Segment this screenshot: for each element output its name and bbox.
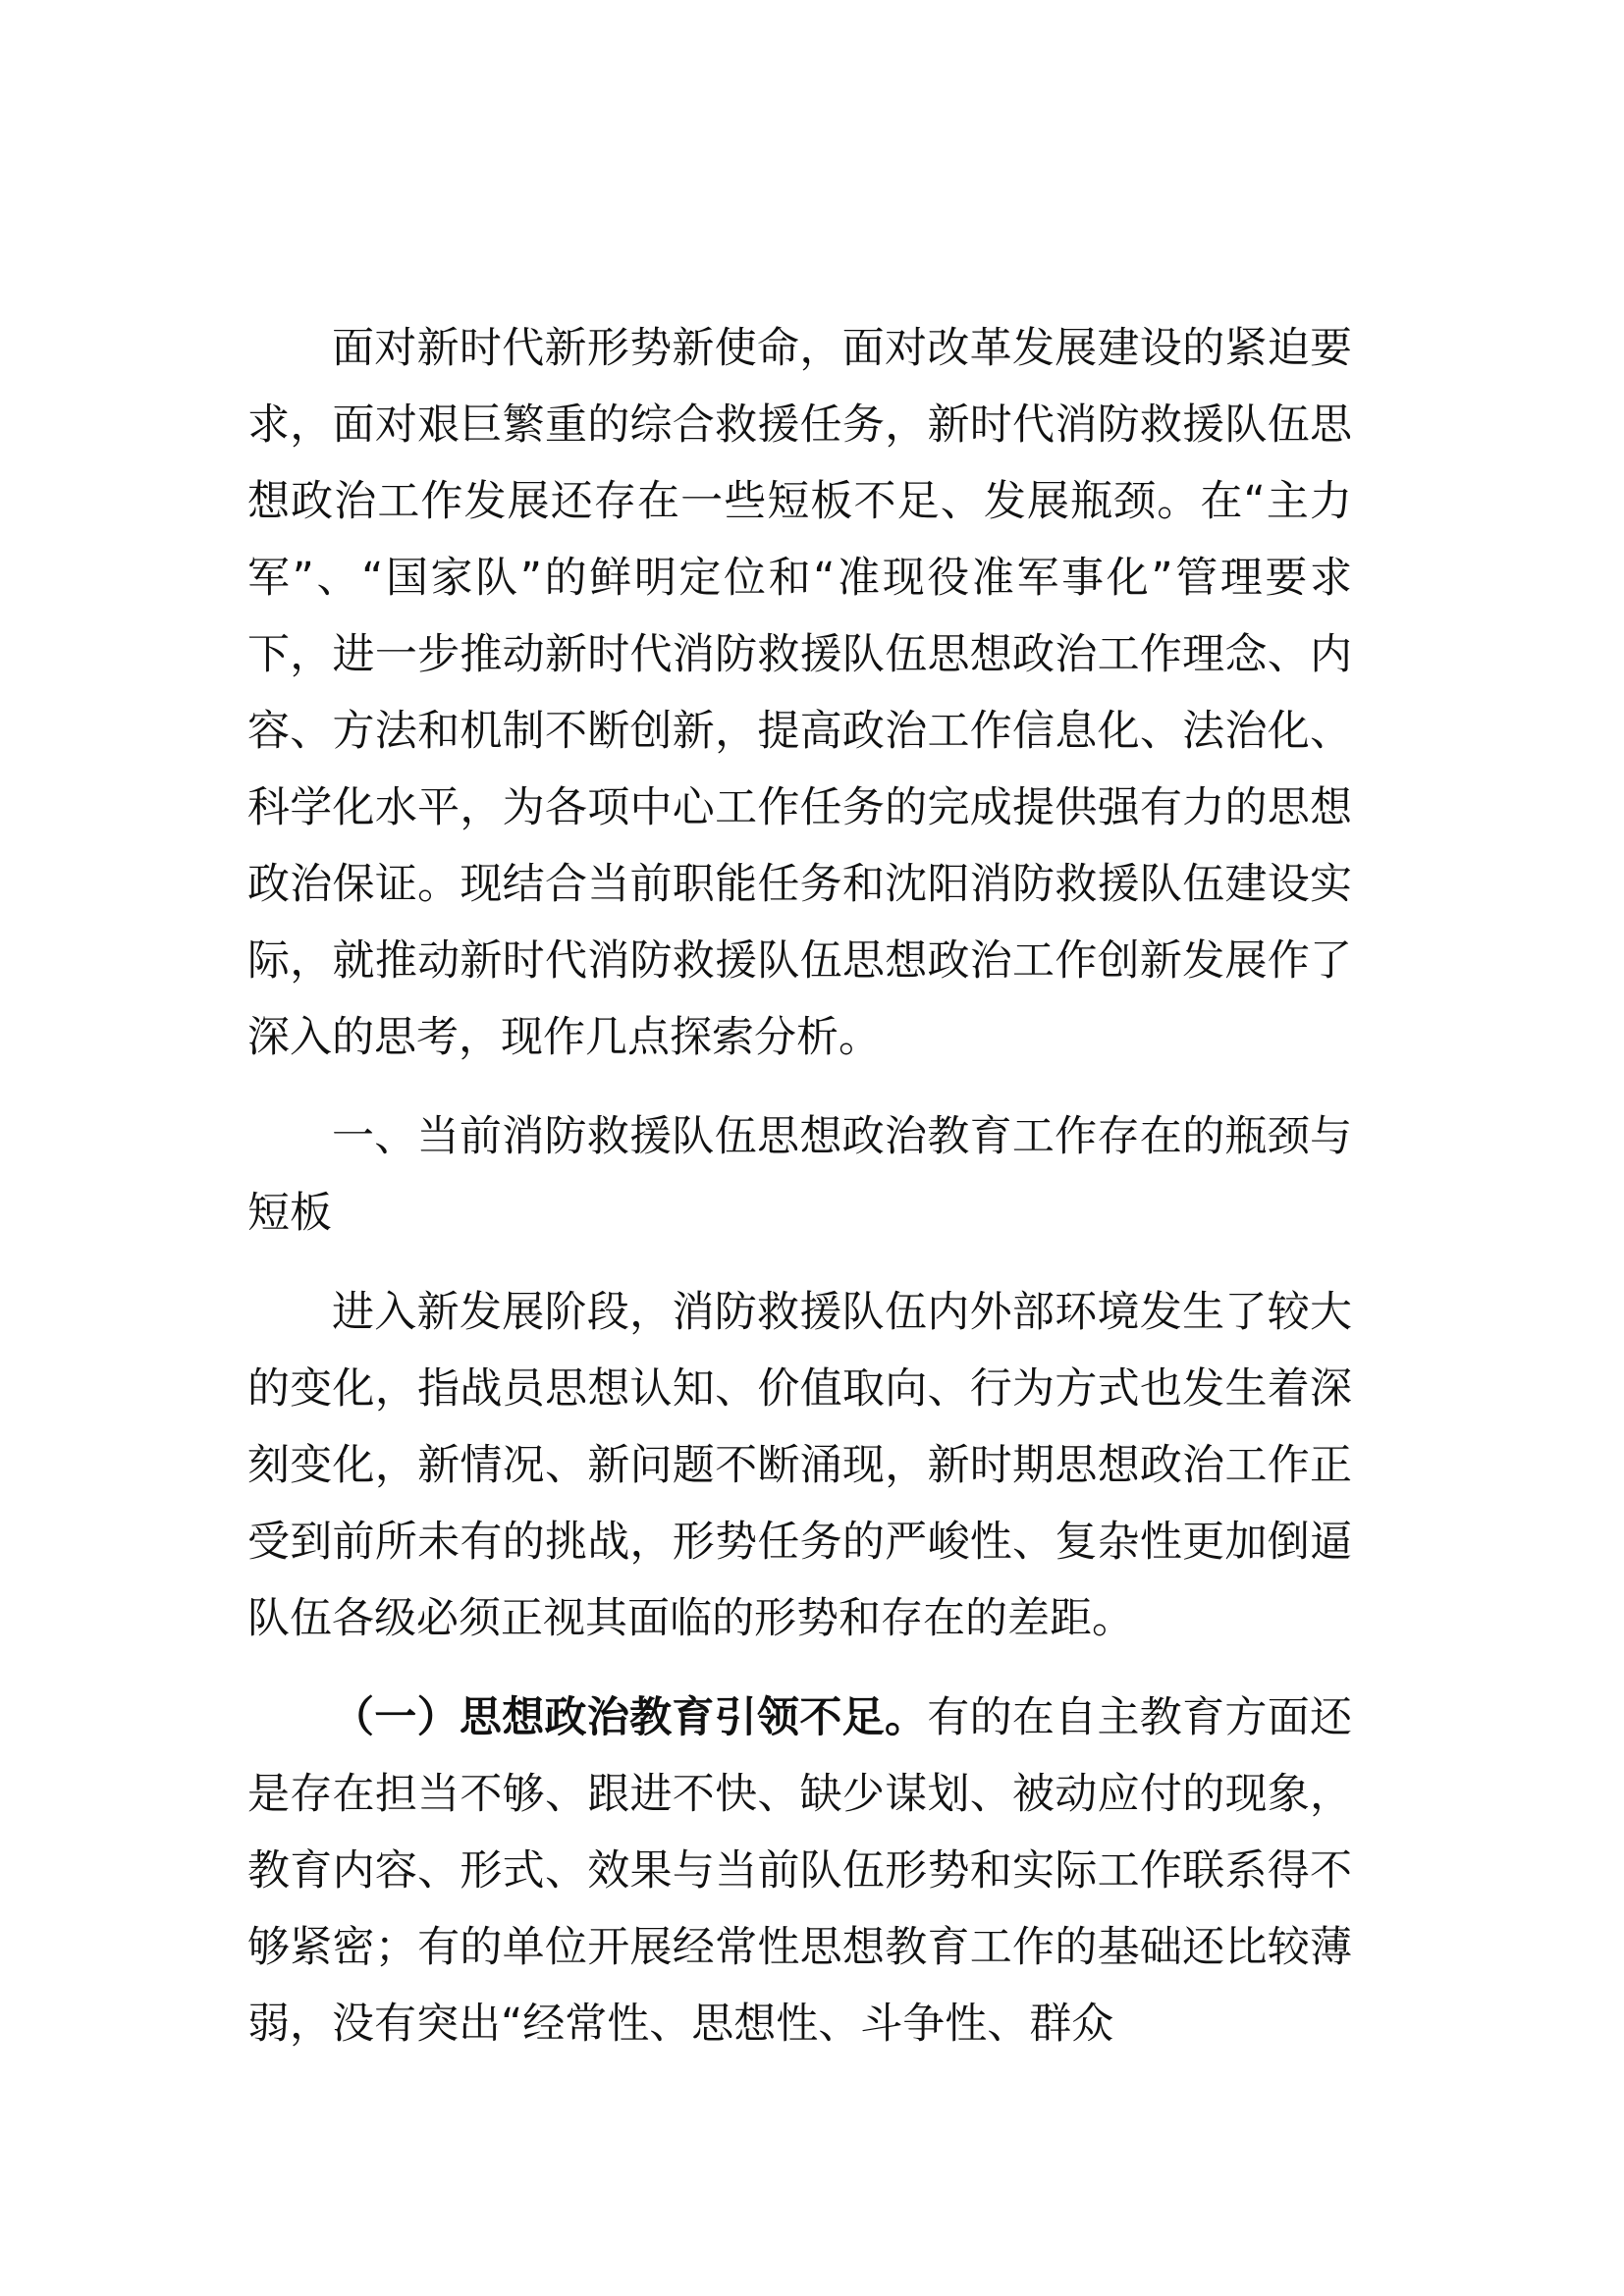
subsection-paragraph-text: 有的在自主教育方面还是存在担当不够、跟进不快、缺少谋划、被动应付的现象，教育内容、形式、效果与当前队伍形势和实际工作联系得不够紧密；有的单位开展经常性思想教育工作的基础还比较薄弱，没有突出“经常性、思想性、斗争性、群众 <box>247 1693 1353 2049</box>
context-paragraph-text: 进入新发展阶段，消防救援队伍内外部环境发生了较大的变化，指战员思想认知、价值取向、行为方式也发生着深刻变化，新情况、新问题不断涌现，新时期思想政治工作正受到前所未有的挑战，形势任务的严峻性、复杂性更加倒逼队伍各级必须正视其面临的形势和存在的差距。 <box>247 1288 1352 1643</box>
document-body <box>247 310 1352 2062</box>
intro-paragraph-text: 面对新时代新形势新使命，面对改革发展建设的紧迫要求，面对艰巨繁重的综合救援任务，新时代消防救援队伍思想政治工作发展还存在一些短板不足、发展瓶颈。在“主力军”、“国家队”的鲜明定位和“准现役准军事化”管理要求下，进一步推动新时代消防救援队伍思想政治工作理念、内容、方法和机制不断创新，提高政治工作信息化、法治化、科学化水平，为各项中心工作任务的完成提供强有力的思想政治保证。现结合当前职能任务和沈阳消防救援队伍建设实际，就推动新时代消防救援队伍思想政治工作创新发展作了深入的思考，现作几点探索分析。 <box>247 324 1352 1062</box>
subsection-paragraph <box>247 1680 1352 2062</box>
subsection-bold-heading: （一）思想政治教育引领不足。 <box>332 1693 928 1742</box>
section-heading-text: 一、当前消防救援队伍思想政治教育工作存在的瓶颈与短板 <box>247 1112 1352 1238</box>
section-heading <box>247 1098 1352 1252</box>
context-paragraph <box>247 1274 1352 1657</box>
intro-paragraph <box>247 310 1352 1076</box>
